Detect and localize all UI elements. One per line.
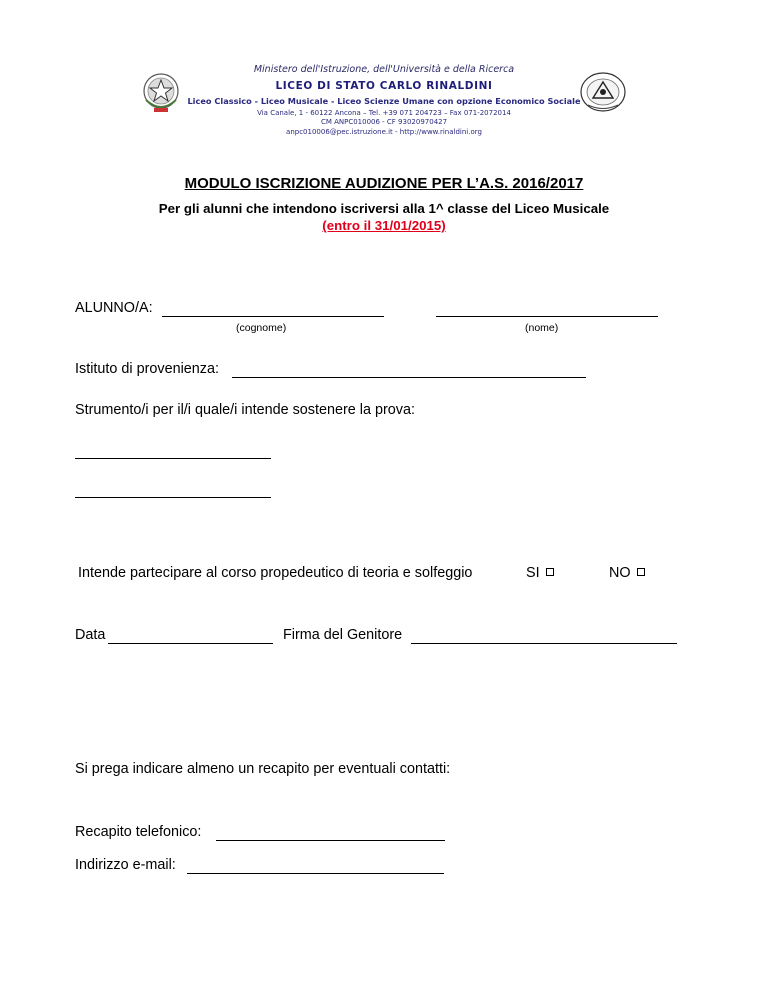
instrument-field-2[interactable] <box>75 497 271 498</box>
school-label: Istituto di provenienza: <box>75 361 219 377</box>
phone-field[interactable] <box>216 840 445 841</box>
italian-republic-emblem-icon <box>140 70 182 114</box>
signature-field[interactable] <box>411 643 677 644</box>
header-ministry: Ministero dell'Istruzione, dell'Università e della Ricerca <box>253 64 515 75</box>
school-seal-icon <box>578 70 628 114</box>
surname-field[interactable] <box>162 316 384 317</box>
header-codes: CM ANPC010006 - CF 93020970427 <box>320 118 448 126</box>
date-field[interactable] <box>108 643 273 644</box>
no-label: NO <box>609 565 631 581</box>
yes-option[interactable] <box>526 565 554 581</box>
signature-label: Firma del Genitore <box>283 627 403 643</box>
name-hint: (nome) <box>525 322 559 334</box>
form-deadline: (entro il 31/01/2015) <box>322 218 446 233</box>
course-question: Intende partecipare al corso propedeutico di teoria e solfeggio <box>78 565 473 581</box>
form-subtitle: Per gli alunni che intendono iscriversi alla 1^ classe del Liceo Musicale <box>158 201 610 216</box>
phone-label: Recapito telefonico: <box>75 824 202 840</box>
no-checkbox[interactable] <box>637 568 645 576</box>
yes-checkbox[interactable] <box>546 568 554 576</box>
name-field[interactable] <box>436 316 658 317</box>
date-label: Data <box>75 627 106 643</box>
header-courses: Liceo Classico - Liceo Musicale - Liceo Scienze Umane con opzione Economico Sociale <box>187 96 581 106</box>
header-address: Via Canale, 1 - 60122 Ancona – Tel. +39 071 204723 – Fax 071-2072014 <box>257 109 511 117</box>
email-label: Indirizzo e-mail: <box>75 857 176 873</box>
email-field[interactable] <box>187 873 444 874</box>
header-contacts: anpc010006@pec.istruzione.it - http://www.rinaldini.org <box>286 128 482 136</box>
instrument-label: Strumento/i per il/i quale/i intende sostenere la prova: <box>75 402 415 418</box>
instrument-field-1[interactable] <box>75 458 271 459</box>
header-school-name: LICEO DI STATO CARLO RINALDINI <box>275 80 493 92</box>
surname-hint: (cognome) <box>236 322 287 334</box>
contact-note: Si prega indicare almeno un recapito per eventuali contatti: <box>75 761 451 777</box>
student-label: ALUNNO/A: <box>75 300 153 316</box>
form-title: MODULO ISCRIZIONE AUDIZIONE PER L’A.S. 2016/2017 <box>184 175 584 192</box>
yes-label: SI <box>526 565 540 581</box>
school-field[interactable] <box>232 377 586 378</box>
no-option[interactable] <box>609 565 645 581</box>
